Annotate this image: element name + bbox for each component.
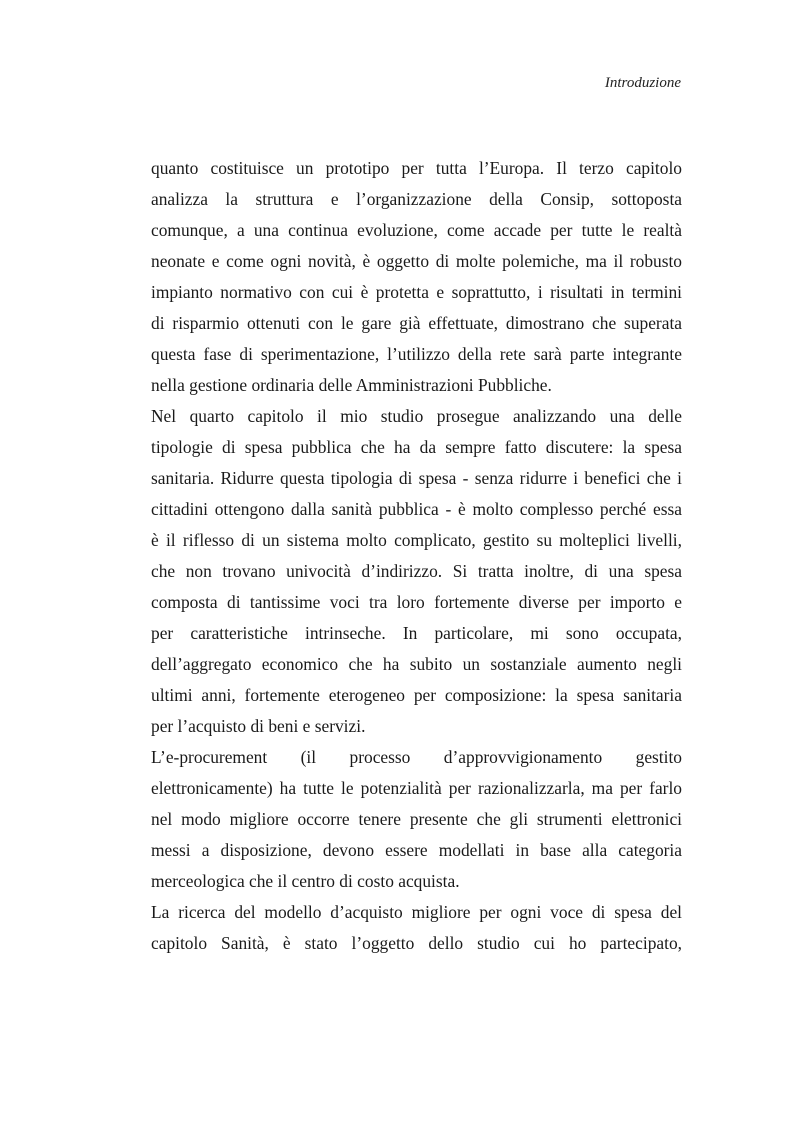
body-text — [151, 153, 682, 959]
text-line: elettronicamente) ha tutte le potenzialità per razionalizzarla, ma per farlo — [151, 778, 682, 798]
text-line: è il riflesso di un sistema molto complicato, gestito su molteplici livelli, — [151, 530, 682, 550]
text-line: La ricerca del modello d’acquisto migliore per ogni voce di spesa del — [151, 902, 682, 922]
text-line: messi a disposizione, devono essere modellati in base alla categoria — [151, 840, 682, 860]
text-line: per caratteristiche intrinseche. In particolare, mi sono occupata, — [151, 623, 682, 643]
text-line: nella gestione ordinaria delle Amministrazioni Pubbliche. — [151, 375, 552, 395]
text-line: nel modo migliore occorre tenere presente che gli strumenti elettronici — [151, 809, 682, 829]
text-line: questa fase di sperimentazione, l’utilizzo della rete sarà parte integrante — [151, 344, 682, 364]
text-line: comunque, a una continua evoluzione, come accade per tutte le realtà — [151, 220, 682, 240]
text-line: capitolo Sanità, è stato l’oggetto dello studio cui ho partecipato, — [151, 933, 682, 953]
text-line: L’e-procurement (il processo d’approvvigionamento gestito — [151, 747, 682, 767]
text-line: di risparmio ottenuti con le gare già effettuate, dimostrano che superata — [151, 313, 682, 333]
text-line: impianto normativo con cui è protetta e soprattutto, i risultati in termini — [151, 282, 682, 302]
text-line: Nel quarto capitolo il mio studio prosegue analizzando una delle — [151, 406, 682, 426]
text-line: cittadini ottengono dalla sanità pubblica - è molto complesso perché essa — [151, 499, 682, 519]
text-line: sanitaria. Ridurre questa tipologia di spesa - senza ridurre i benefici che i — [151, 468, 682, 488]
text-line: per l’acquisto di beni e servizi. — [151, 716, 366, 736]
text-line: merceologica che il centro di costo acquista. — [151, 871, 460, 891]
text-line: tipologie di spesa pubblica che ha da sempre fatto discutere: la spesa — [151, 437, 682, 457]
text-line: neonate e come ogni novità, è oggetto di molte polemiche, ma il robusto — [151, 251, 682, 271]
text-line: ultimi anni, fortemente eterogeneo per composizione: la spesa sanitaria — [151, 685, 682, 705]
text-line: quanto costituisce un prototipo per tutta l’Europa. Il terzo capitolo — [151, 158, 682, 178]
text-line: dell’aggregato economico che ha subito un sostanziale aumento negli — [151, 654, 682, 674]
text-line: composta di tantissime voci tra loro fortemente diverse per importo e — [151, 592, 682, 612]
text-line: analizza la struttura e l’organizzazione della Consip, sottoposta — [151, 189, 682, 209]
running-header: Introduzione — [604, 75, 681, 91]
text-line: che non trovano univocità d’indirizzo. Si tratta inoltre, di una spesa — [151, 561, 682, 581]
